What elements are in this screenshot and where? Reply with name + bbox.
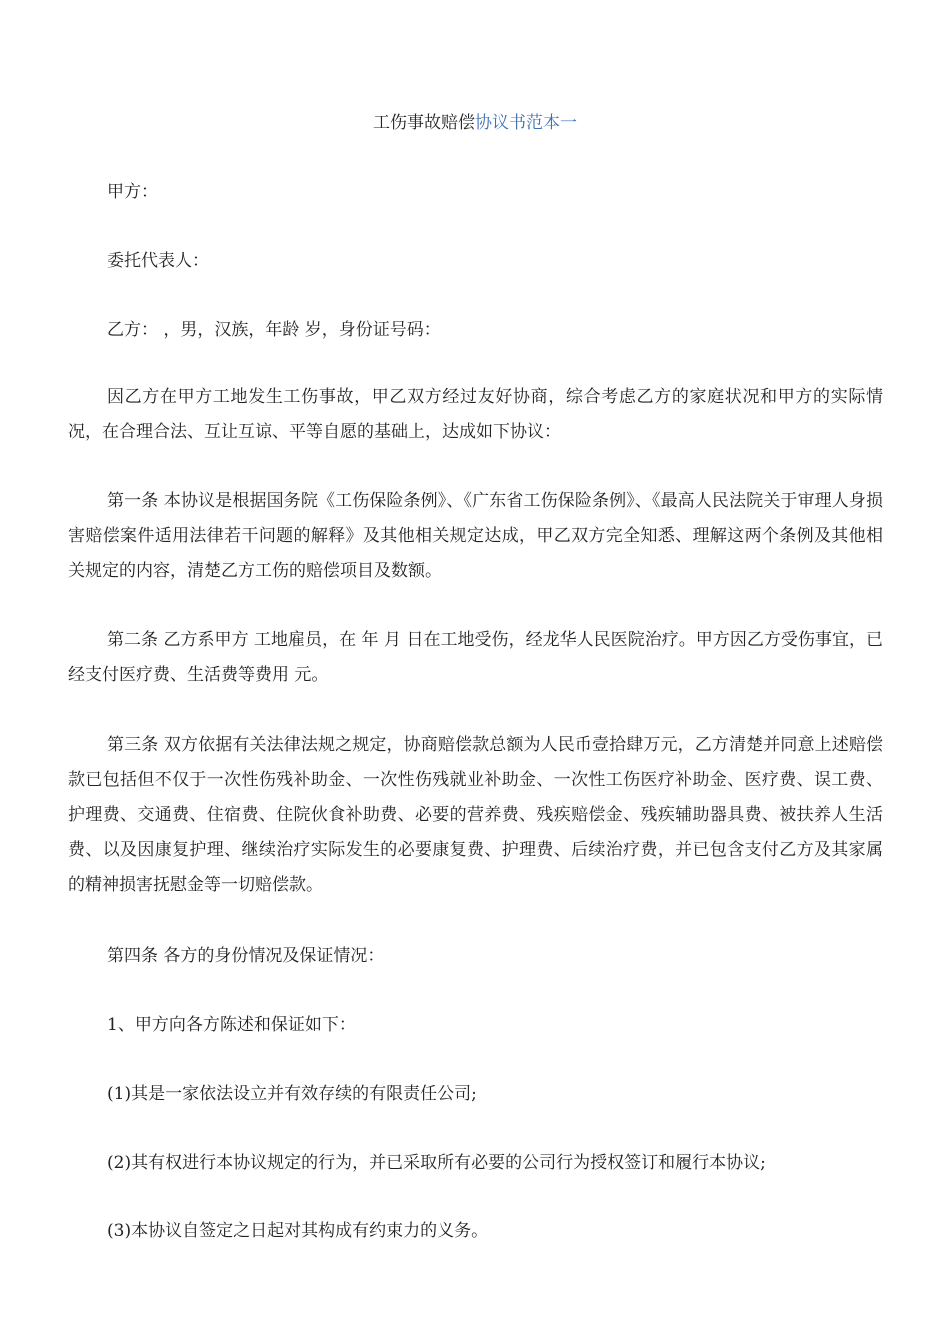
clause-1-heading: 1、甲方向各方陈述和保证如下： [107, 1015, 356, 1035]
clause-1-item-2: (2)其有权进行本协议规定的行为，并已采取所有必要的公司行为授权签订和履行本协议; [107, 1153, 766, 1173]
representative-line: 委托代表人： [107, 251, 209, 271]
article-4-heading: 第四条 各方的身份情况及保证情况： [107, 946, 385, 966]
article-2-paragraph: 第二条 乙方系甲方 工地雇员，在 年 月 日在工地受伤，经龙华人民医院治疗。甲方因乙方受伤事宜，已经支付医疗费、生活费等费用 元。 [68, 630, 883, 685]
title-text: 工伤事故赔偿 [373, 113, 475, 133]
clause-1-item-1: (1)其是一家依法设立并有效存续的有限责任公司; [107, 1084, 477, 1104]
clause-1-item-3: (3)本协议自签定之日起对其构成有约束力的义务。 [107, 1221, 489, 1241]
document-title [0, 110, 950, 136]
party-b-line: 乙方： ，男，汉族，年龄 岁，身份证号码： [107, 320, 441, 340]
party-a-line: 甲方： [107, 182, 158, 202]
title-link[interactable]: 协议书范本一 [475, 113, 577, 133]
article-1-paragraph: 第一条 本协议是根据国务院《工伤保险条例》、《广东省工伤保险条例》、《最高人民法院关于审理人身损害赔偿案件适用法律若干问题的解释》及其他相关规定达成，甲乙双方完全知悉、理解这两个条例及其他相关规定的内容，清楚乙方工伤的赔偿项目及数额。 [68, 491, 883, 581]
article-3-paragraph: 第三条 双方依据有关法律法规之规定，协商赔偿款总额为人民币壹拾肆万元，乙方清楚并同意上述赔偿款已包括但不仅于一次性伤残补助金、一次性伤残就业补助金、一次性工伤医疗补助金、医疗费、误工费、护理费、交通费、住宿费、住院伙食补助费、必要的营养费、残疾赔偿金、残疾辅助器具费、被扶养人生活费、以及因康复护理、继续治疗实际发生的必要康复费、护理费、后续治疗费，并已包含支付乙方及其家属的精神损害抚慰金等一切赔偿款。 [68, 735, 883, 895]
preamble-paragraph: 因乙方在甲方工地发生工伤事故，甲乙双方经过友好协商，综合考虑乙方的家庭状况和甲方的实际情况，在合理合法、互让互谅、平等自愿的基础上，达成如下协议： [68, 387, 883, 442]
